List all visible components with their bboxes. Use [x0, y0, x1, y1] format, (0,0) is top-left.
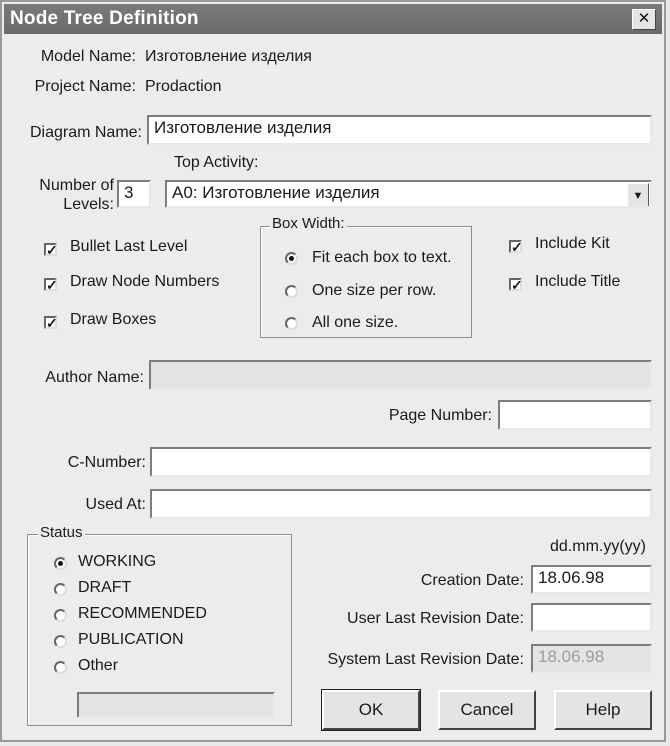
user-revision-date-input[interactable] — [531, 603, 652, 632]
draw-node-numbers-checkbox[interactable]: ✓ — [46, 277, 58, 293]
draw-boxes-label: Draw Boxes — [70, 311, 157, 328]
bullet-last-level-checkbox[interactable]: ✓ — [46, 242, 58, 258]
used-at-label: Used At: — [85, 496, 146, 513]
levels-input[interactable]: 3 — [117, 180, 151, 208]
box-width-fit-radio[interactable] — [285, 252, 298, 265]
status-recommended-label: RECOMMENDED — [78, 605, 207, 622]
status-other-input[interactable] — [77, 692, 275, 718]
box-width-per-row-label: One size per row. — [312, 282, 437, 299]
author-name-label: Author Name: — [45, 369, 144, 386]
draw-boxes-checkbox[interactable]: ✓ — [46, 315, 58, 331]
ok-button[interactable]: OK — [322, 690, 420, 730]
top-activity-label: Top Activity: — [174, 154, 259, 171]
bullet-last-level-label: Bullet Last Level — [70, 238, 188, 255]
status-draft-label: DRAFT — [78, 579, 132, 596]
top-activity-value: A0: Изготовление изделия — [172, 183, 380, 202]
project-name-label: Project Name: — [34, 78, 136, 95]
help-button[interactable]: Help — [554, 690, 652, 730]
title-bar[interactable] — [4, 4, 662, 34]
page-number-label: Page Number: — [388, 407, 492, 424]
chevron-down-icon[interactable]: ▼ — [627, 183, 649, 208]
status-publication-label: PUBLICATION — [78, 631, 184, 648]
box-width-per-row-radio[interactable] — [285, 285, 298, 298]
box-width-title: Box Width: — [272, 215, 345, 232]
creation-date-input[interactable]: 18.06.98 — [531, 565, 652, 594]
box-width-fit-label: Fit each box to text. — [312, 249, 452, 266]
draw-node-numbers-label: Draw Node Numbers — [70, 273, 220, 290]
include-kit-label: Include Kit — [535, 235, 610, 252]
system-revision-date-input[interactable]: 18.06.98 — [531, 644, 652, 673]
date-format-hint: dd.mm.yy(yy) — [550, 538, 646, 555]
status-recommended-radio[interactable] — [54, 609, 67, 622]
include-kit-checkbox[interactable]: ✓ — [511, 239, 523, 255]
status-working-label: WORKING — [78, 553, 157, 570]
radio-selected-dot — [289, 256, 294, 261]
close-icon: ✕ — [637, 10, 651, 27]
include-title-label: Include Title — [535, 273, 621, 290]
status-draft-radio[interactable] — [54, 583, 67, 596]
status-other-radio[interactable] — [54, 661, 67, 674]
c-number-input[interactable] — [150, 447, 652, 477]
status-title: Status — [40, 524, 83, 541]
close-button[interactable] — [632, 9, 656, 30]
status-publication-radio[interactable] — [54, 635, 67, 648]
status-working-radio[interactable] — [54, 557, 67, 570]
used-at-input[interactable] — [150, 489, 652, 519]
include-title-checkbox[interactable]: ✓ — [511, 277, 523, 293]
diagram-name-input[interactable]: Изготовление изделия — [147, 115, 652, 145]
box-width-all-one-label: All one size. — [312, 314, 399, 331]
radio-selected-dot — [58, 561, 63, 566]
author-name-input[interactable] — [149, 360, 652, 390]
diagram-name-label: Diagram Name: — [29, 124, 142, 141]
model-name-value: Изготовление изделия — [145, 48, 312, 65]
status-other-label: Other — [78, 657, 119, 674]
user-revision-date-label: User Last Revision Date: — [347, 610, 524, 627]
number-of-levels-label-2: Levels: — [63, 196, 114, 213]
model-name-label: Model Name: — [40, 48, 136, 65]
creation-date-label: Creation Date: — [420, 572, 524, 589]
top-activity-dropdown[interactable] — [165, 180, 652, 208]
c-number-label: C-Number: — [67, 454, 146, 471]
project-name-value: Prodaction — [145, 78, 222, 95]
box-width-all-one-radio[interactable] — [285, 317, 298, 330]
page-number-input[interactable] — [498, 400, 652, 430]
system-revision-date-label: System Last Revision Date: — [327, 651, 524, 668]
number-of-levels-label-1: Number of — [39, 177, 114, 194]
cancel-button[interactable]: Cancel — [438, 690, 536, 730]
window-title: Node Tree Definition — [10, 8, 199, 29]
